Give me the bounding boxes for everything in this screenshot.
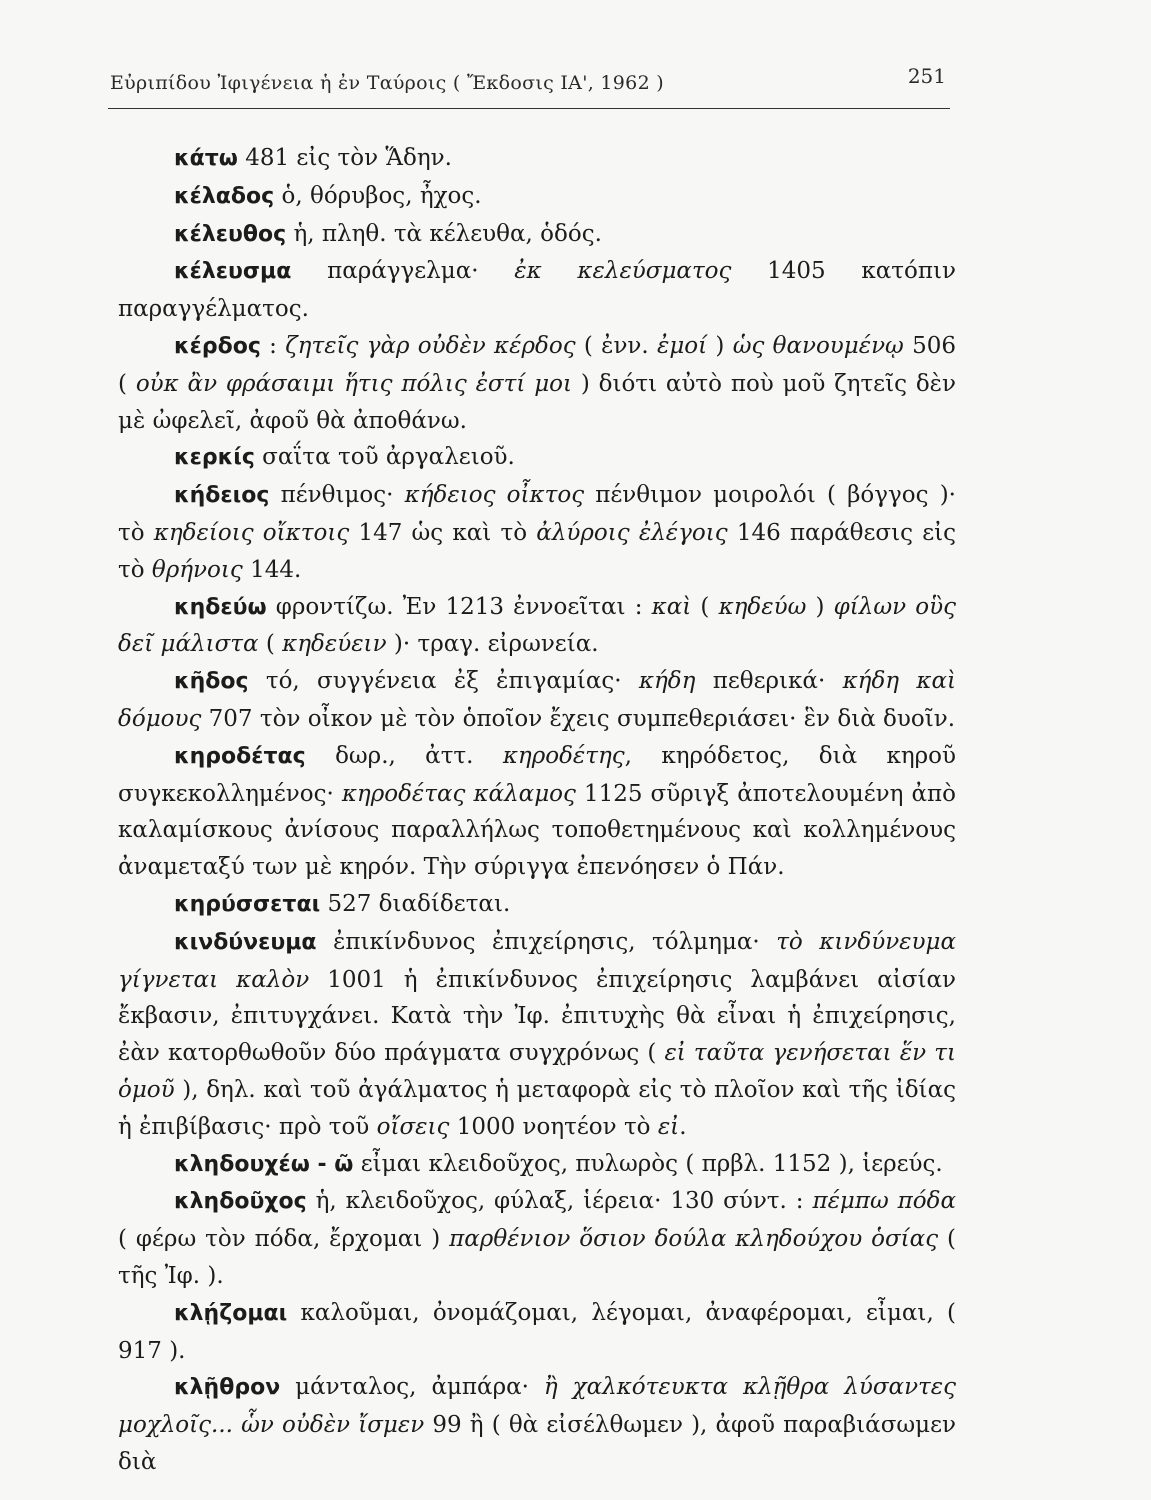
entry-text: )	[806, 593, 834, 620]
entry-text: 707 τὸν οἶκον μὲ τὸν ὁποῖον ἔχεις συμπεθεριάσει· ἓν διὰ δυοῖν.	[201, 705, 956, 732]
entry-text: καλοῦμαι, ὀνομάζομαι, λέγομαι, ἀναφέρομαι, εἶμαι, ( 917 ).	[118, 1299, 956, 1364]
entry-headword: κάτω	[174, 146, 238, 171]
glossary-entry	[118, 589, 956, 664]
entry-headword: κλῄζομαι	[174, 1300, 288, 1326]
entry-citation: φίλων οὓς δεῖ μάλιστα	[118, 593, 956, 658]
entry-text: φροντίζω. Ἐν 1213 ἐννοεῖται :	[266, 593, 652, 620]
entry-text: σαΐτα τοῦ ἀργαλειοῦ.	[254, 444, 515, 471]
entry-citation: πέμπω πόδα	[812, 1188, 956, 1215]
entry-headword: κηδεύω	[174, 594, 267, 620]
entry-citation: ἐκ κελεύσματος	[514, 258, 732, 285]
entry-text: δωρ., ἀττ.	[305, 742, 503, 769]
glossary-entry	[118, 477, 956, 588]
entry-citation: ἐμοί	[657, 332, 708, 359]
glossary-entry	[118, 1146, 956, 1184]
entry-citation: κηδείοις οἴκτοις	[153, 519, 350, 546]
entry-headword: κῆδος	[174, 669, 249, 695]
glossary-entry	[118, 1369, 956, 1480]
entry-headword: κερκίς	[174, 445, 255, 471]
entry-text: πένθιμον μοιρολόι ( βόγγος )· τὸ	[118, 482, 956, 546]
entry-headword: κέρδος	[174, 333, 261, 359]
entry-text: εἶμαι κλειδοῦχος, πυλωρὸς ( πρβλ. 1152 ), ἱερεύς.	[353, 1150, 943, 1177]
entry-citation: κηροδέτης	[502, 742, 625, 769]
entry-text: )	[707, 332, 733, 359]
page-header	[108, 58, 950, 109]
glossary-entry	[118, 886, 956, 924]
entry-text: 144.	[242, 556, 302, 583]
entry-citation: τὸ κινδύνευμα γίγνεται καλὸν	[118, 928, 956, 993]
entry-citation: κήδειος οἶκτος	[404, 482, 585, 509]
entry-text: παράγγελμα·	[291, 258, 515, 285]
entry-citation: ἢ χαλκότευκτα κλῇθρα λύσαντες μοχλοῖς... ὧν οὐδὲν ἴσμεν	[118, 1374, 956, 1439]
entry-text: ), δηλ. καὶ τοῦ ἀγάλματος ἡ μεταφορὰ εἰς τὸ πλοῖον καὶ τῆς ἰδίας ἡ ἐπιβίβασις· πρὸ τοῦ	[118, 1076, 956, 1140]
entry-citation: κήδη	[638, 668, 696, 695]
entry-text: 481 εἰς τὸν Ἅδην.	[237, 145, 452, 171]
entry-text: ὁ, θόρυβος, ἦχος.	[274, 182, 482, 209]
entry-citation: θρήνοις	[151, 556, 243, 583]
page-number: 251	[907, 64, 946, 88]
glossary-entry	[118, 738, 956, 886]
entry-headword: κληδουχέω - ῶ	[174, 1151, 354, 1177]
entry-text: ἐπικίνδυνος ἐπιχείρησις, τόλμημα·	[316, 928, 777, 955]
entry-text: (	[258, 631, 283, 658]
glossary-entry	[118, 253, 956, 328]
entry-citation: οἴσεις	[376, 1113, 450, 1140]
entry-headword: κέλευσμα	[174, 259, 292, 285]
entry-headword: κήδειος	[174, 483, 270, 509]
entry-text: 1001 ἡ ἐπικίνδυνος ἐπιχείρησις λαμβάνει αἰσίαν ἔκβασιν, ἐπιτυγχάνει. Κατὰ τὴν Ἰφ. ἐπιτυχὴς θὰ εἶναι ἡ ἐπιχείρησις, ἐὰν κατορθωθοῦν δύο πράγματα συγχρόνως (	[118, 966, 956, 1067]
glossary-entry	[118, 924, 956, 1146]
glossary-entry	[118, 663, 956, 738]
entry-headword: κληδοῦχος	[174, 1189, 307, 1215]
entry-headword: κινδύνευμα	[174, 929, 317, 955]
entry-citation: εἰ	[657, 1113, 680, 1140]
entry-citation: οὐκ ἂν φράσαιμι ἥτις πόλις ἐστί μοι	[135, 370, 573, 397]
entry-text: :	[260, 332, 286, 359]
entry-citation: ὡς θανουμένῳ	[732, 332, 904, 359]
entry-text: 147 ὡς καὶ τὸ	[349, 519, 537, 546]
entry-text: τό, συγγένεια ἐξ ἐπιγαμίας·	[248, 668, 639, 695]
glossary-entry	[118, 216, 956, 254]
entry-citation: ζητεῖς γὰρ οὐδὲν κέρδος	[285, 332, 576, 359]
entry-text: 1125 σῦριγξ ἀποτελουμένη ἀπὸ καλαμίσκους ἀνίσους παραλλήλως τοποθετημένους καὶ κολλημένους ἀναμεταξύ των μὲ κηρόν. Τὴν σύριγγα ἐπενόησεν ὁ Πάν.	[118, 780, 956, 881]
entry-headword: κλῇθρον	[174, 1375, 281, 1401]
entry-text: μάνταλος, ἀμπάρα·	[280, 1374, 544, 1401]
entry-text: ( ἐνν.	[575, 332, 657, 359]
entry-text: ( τῆς Ἰφ. ).	[118, 1226, 956, 1289]
glossary-entry	[118, 1295, 956, 1370]
running-title: Εὐριπίδου Ἰφιγένεια ἡ ἐν Ταύροις ( Ἔκδοσις ΙΑ', 1962 )	[110, 72, 665, 94]
entry-text: 506 (	[118, 332, 957, 397]
entry-citation: κηροδέτας κάλαμος	[341, 780, 576, 807]
entry-citation: κήδη καὶ δόμους	[118, 668, 956, 732]
entry-text: ἡ, κλειδοῦχος, φύλαξ, ἱέρεια· 130 σύντ. :	[306, 1188, 813, 1215]
entry-citation: εἰ ταῦτα γενήσεται ἕν τι ὁμοῦ	[118, 1040, 956, 1103]
entry-headword: κηροδέτας	[174, 743, 306, 769]
entry-citation: κηδεύω	[718, 593, 807, 620]
entry-text: .	[679, 1113, 687, 1140]
entry-text: , κηρόδετος, διὰ κηροῦ συγκεκολλημένος·	[118, 742, 956, 807]
glossary-body	[118, 140, 956, 1481]
entry-text: (	[691, 593, 719, 620]
entry-text: ( φέρω τὸν πόδα, ἔρχομαι )	[118, 1226, 450, 1253]
entry-text: )· τραγ. εἰρωνεία.	[386, 631, 599, 658]
entry-text: 1000 νοητέον τὸ	[449, 1113, 658, 1140]
entry-text: 527 διαδίδεται.	[320, 890, 511, 917]
entry-headword: κηρύσσεται	[174, 891, 321, 917]
entry-headword: κέλευθος	[174, 221, 287, 247]
entry-citation: καὶ	[651, 593, 692, 620]
entry-text: πεθερικά·	[695, 668, 843, 695]
entry-headword: κέλαδος	[174, 183, 275, 209]
entry-text: ἡ, πληθ. τὰ κέλευθα, ὁδός.	[286, 220, 602, 247]
entry-citation: κηδεύειν	[282, 631, 387, 658]
glossary-entry	[118, 178, 956, 216]
entry-citation: ἀλύροις ἐλέγοις	[536, 519, 728, 546]
glossary-entry	[118, 1183, 956, 1294]
entry-text: πένθιμος·	[269, 482, 405, 509]
entry-text: 146 παράθεσις εἰς τὸ	[118, 519, 957, 583]
glossary-entry	[118, 439, 956, 477]
entry-text: 1405 κατόπιν παραγγέλματος.	[118, 258, 956, 323]
glossary-entry	[118, 140, 956, 178]
entry-text: ) διότι αὐτὸ ποὺ μοῦ ζητεῖς δὲν μὲ ὠφελεῖ, ἀφοῦ θὰ ἀποθάνω.	[118, 370, 956, 434]
entry-text: 99 ἢ ( θὰ εἰσέλθωμεν ), ἀφοῦ παραβιάσωμεν διὰ	[118, 1412, 956, 1475]
glossary-entry	[118, 328, 956, 439]
entry-citation: παρθένιον ὅσιον δούλα κληδούχου ὁσίας	[449, 1226, 939, 1253]
